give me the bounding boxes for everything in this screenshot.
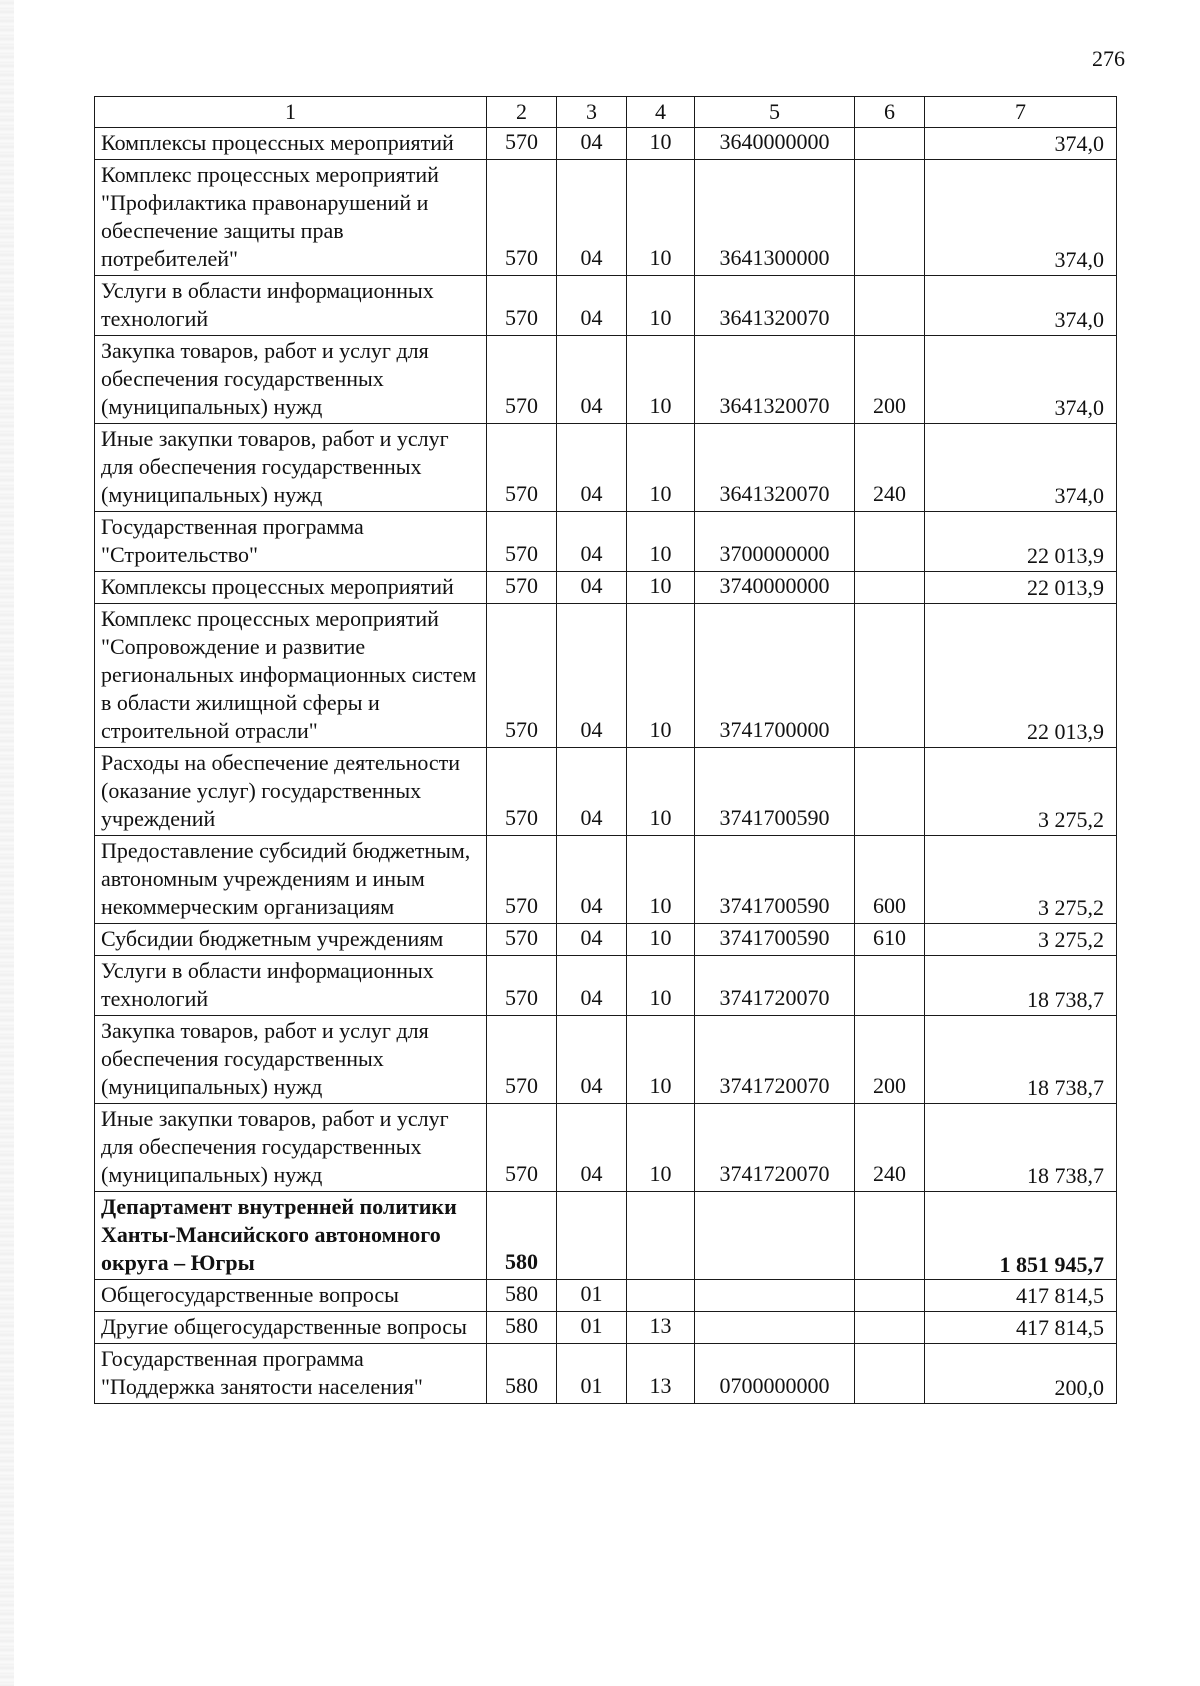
table-row [95,160,1117,276]
column-header: 1 [95,97,487,128]
expense-type-cell [855,748,925,836]
table-row [95,748,1117,836]
admin-code-cell: 570 [487,336,557,424]
admin-code-cell: 570 [487,424,557,512]
amount-cell: 22 013,9 [925,512,1117,572]
section-code-cell: 01 [557,1344,627,1404]
expense-type-cell [855,1344,925,1404]
admin-code-cell: 570 [487,160,557,276]
subsection-code-cell: 10 [627,956,695,1016]
column-header: 2 [487,97,557,128]
table-row [95,276,1117,336]
table-row [95,1312,1117,1344]
subsection-code-cell: 10 [627,336,695,424]
amount-cell: 22 013,9 [925,572,1117,604]
table-body [95,128,1117,1404]
section-code-cell: 04 [557,128,627,160]
subsection-code-cell [627,1192,695,1280]
amount-cell: 3 275,2 [925,924,1117,956]
section-code-cell: 01 [557,1312,627,1344]
expense-type-cell [855,512,925,572]
subsection-code-cell: 13 [627,1312,695,1344]
section-code-cell: 04 [557,956,627,1016]
admin-code-cell: 580 [487,1280,557,1312]
admin-code-cell: 580 [487,1312,557,1344]
expense-type-cell [855,1192,925,1280]
subsection-code-cell: 10 [627,572,695,604]
row-name-cell: Общегосударственные вопросы [95,1280,487,1312]
subsection-code-cell: 10 [627,1016,695,1104]
subsection-code-cell: 13 [627,1344,695,1404]
admin-code-cell: 570 [487,512,557,572]
admin-code-cell: 580 [487,1192,557,1280]
row-name-cell: Государственная программа "Строительство" [95,512,487,572]
expense-type-cell: 200 [855,1016,925,1104]
expense-type-cell: 200 [855,336,925,424]
table-row [95,572,1117,604]
subsection-code-cell: 10 [627,160,695,276]
subsection-code-cell [627,1280,695,1312]
subsection-code-cell: 10 [627,1104,695,1192]
amount-cell: 18 738,7 [925,1016,1117,1104]
column-header: 6 [855,97,925,128]
target-article-cell: 3640000000 [695,128,855,160]
expense-type-cell [855,604,925,748]
admin-code-cell: 570 [487,128,557,160]
row-name-cell: Расходы на обеспечение деятельности (оказание услуг) государственных учреждений [95,748,487,836]
admin-code-cell: 570 [487,276,557,336]
amount-cell: 374,0 [925,128,1117,160]
row-name-cell: Услуги в области информационных технологий [95,276,487,336]
amount-cell: 417 814,5 [925,1280,1117,1312]
admin-code-cell: 580 [487,1344,557,1404]
admin-code-cell: 570 [487,604,557,748]
subsection-code-cell: 10 [627,512,695,572]
amount-cell: 374,0 [925,276,1117,336]
amount-cell: 22 013,9 [925,604,1117,748]
target-article-cell: 3741700000 [695,604,855,748]
section-code-cell: 01 [557,1280,627,1312]
target-article-cell: 3700000000 [695,512,855,572]
target-article-cell: 3641320070 [695,336,855,424]
target-article-cell [695,1312,855,1344]
admin-code-cell: 570 [487,836,557,924]
admin-code-cell: 570 [487,956,557,1016]
admin-code-cell: 570 [487,1104,557,1192]
table-row [95,512,1117,572]
amount-cell: 3 275,2 [925,836,1117,924]
row-name-cell: Комплекс процессных мероприятий "Сопровождение и развитие региональных информационных систем в области жилищной сферы и строительной отрасли" [95,604,487,748]
target-article-cell: 3741720070 [695,1104,855,1192]
row-name-cell: Комплексы процессных мероприятий [95,572,487,604]
table-row [95,1192,1117,1280]
expense-type-cell [855,160,925,276]
target-article-cell: 3741700590 [695,836,855,924]
target-article-cell: 0700000000 [695,1344,855,1404]
table-row [95,1104,1117,1192]
row-name-cell: Предоставление субсидий бюджетным, автономным учреждениям и иным некоммерческим организациям [95,836,487,924]
row-name-cell: Закупка товаров, работ и услуг для обеспечения государственных (муниципальных) нужд [95,336,487,424]
expense-type-cell: 240 [855,424,925,512]
expense-type-cell [855,572,925,604]
subsection-code-cell: 10 [627,424,695,512]
table-row [95,128,1117,160]
subsection-code-cell: 10 [627,128,695,160]
section-code-cell: 04 [557,604,627,748]
page-number: 276 [1092,46,1125,71]
target-article-cell: 3741700590 [695,748,855,836]
expense-type-cell [855,276,925,336]
section-code-cell: 04 [557,1104,627,1192]
subsection-code-cell: 10 [627,836,695,924]
subsection-code-cell: 10 [627,924,695,956]
subsection-code-cell: 10 [627,604,695,748]
section-code-cell: 04 [557,748,627,836]
admin-code-cell: 570 [487,924,557,956]
section-code-cell: 04 [557,1016,627,1104]
expense-type-cell [855,956,925,1016]
table-row [95,924,1117,956]
table-row [95,424,1117,512]
target-article-cell: 3741720070 [695,956,855,1016]
column-header: 5 [695,97,855,128]
row-name-cell: Комплексы процессных мероприятий [95,128,487,160]
row-name-cell: Иные закупки товаров, работ и услуг для обеспечения государственных (муниципальных) нужд [95,1104,487,1192]
section-code-cell: 04 [557,924,627,956]
subsection-code-cell: 10 [627,276,695,336]
table-row [95,1016,1117,1104]
budget-table [94,96,1117,1404]
column-header: 7 [925,97,1117,128]
amount-cell: 374,0 [925,160,1117,276]
row-name-cell: Комплекс процессных мероприятий "Профилактика правонарушений и обеспечение защиты прав потребителей" [95,160,487,276]
section-code-cell: 04 [557,836,627,924]
row-name-cell: Иные закупки товаров, работ и услуг для обеспечения государственных (муниципальных) нужд [95,424,487,512]
target-article-cell: 3641320070 [695,276,855,336]
section-code-cell: 04 [557,276,627,336]
target-article-cell [695,1280,855,1312]
table-row [95,1344,1117,1404]
row-name-cell: Государственная программа "Поддержка занятости населения" [95,1344,487,1404]
row-name-cell: Услуги в области информационных технологий [95,956,487,1016]
amount-cell: 374,0 [925,336,1117,424]
expense-type-cell: 600 [855,836,925,924]
section-code-cell: 04 [557,336,627,424]
admin-code-cell: 570 [487,748,557,836]
target-article-cell: 3741700590 [695,924,855,956]
column-header: 3 [557,97,627,128]
subsection-code-cell: 10 [627,748,695,836]
amount-cell: 18 738,7 [925,956,1117,1016]
amount-cell: 1 851 945,7 [925,1192,1117,1280]
table-row [95,336,1117,424]
header-row [95,97,1117,128]
section-code-cell: 04 [557,512,627,572]
section-code-cell: 04 [557,572,627,604]
table-row [95,956,1117,1016]
target-article-cell: 3741720070 [695,1016,855,1104]
target-article-cell: 3740000000 [695,572,855,604]
table-row [95,604,1117,748]
row-name-cell: Субсидии бюджетным учреждениям [95,924,487,956]
amount-cell: 200,0 [925,1344,1117,1404]
amount-cell: 374,0 [925,424,1117,512]
amount-cell: 3 275,2 [925,748,1117,836]
target-article-cell: 3641300000 [695,160,855,276]
target-article-cell: 3641320070 [695,424,855,512]
expense-type-cell: 610 [855,924,925,956]
section-code-cell: 04 [557,160,627,276]
admin-code-cell: 570 [487,1016,557,1104]
amount-cell: 18 738,7 [925,1104,1117,1192]
target-article-cell [695,1192,855,1280]
expense-type-cell [855,1280,925,1312]
column-header: 4 [627,97,695,128]
scan-edge [0,0,14,1686]
row-name-cell: Другие общегосударственные вопросы [95,1312,487,1344]
expense-type-cell [855,128,925,160]
amount-cell: 417 814,5 [925,1312,1117,1344]
table-row [95,1280,1117,1312]
expense-type-cell [855,1312,925,1344]
admin-code-cell: 570 [487,572,557,604]
row-name-cell: Департамент внутренней политики Ханты-Мансийского автономного округа – Югры [95,1192,487,1280]
table-row [95,836,1117,924]
section-code-cell: 04 [557,424,627,512]
expense-type-cell: 240 [855,1104,925,1192]
section-code-cell [557,1192,627,1280]
row-name-cell: Закупка товаров, работ и услуг для обеспечения государственных (муниципальных) нужд [95,1016,487,1104]
